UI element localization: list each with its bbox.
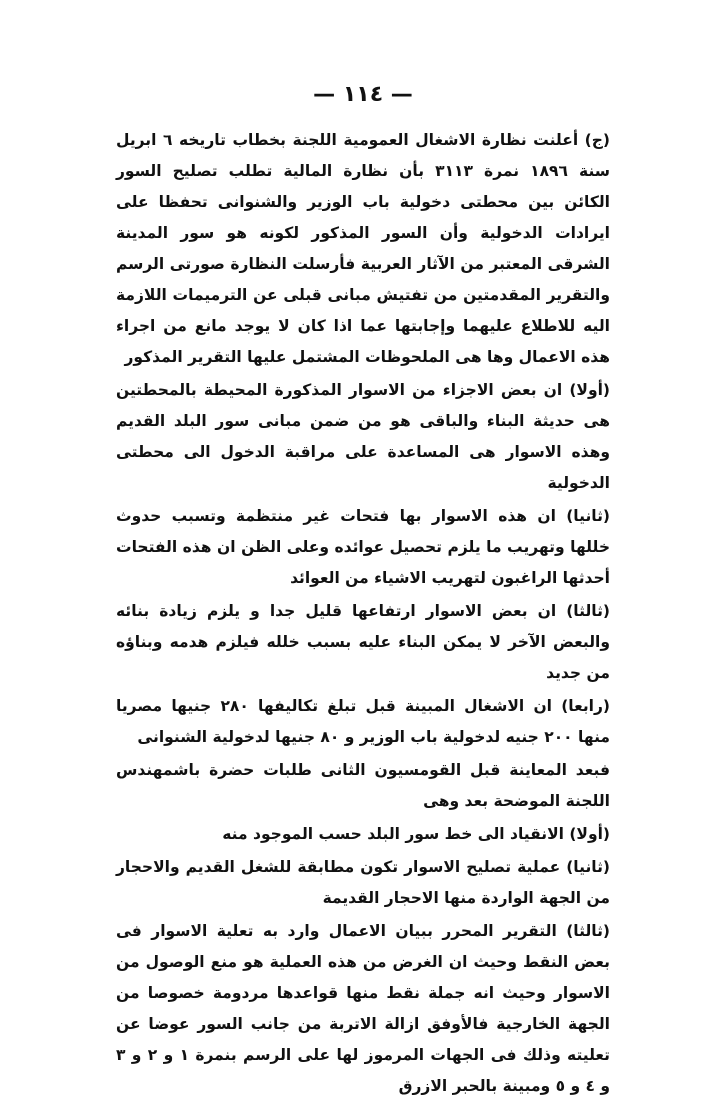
paragraph-first: (أولا) ان بعض الاجزاء من الاسوار المذكورة المحيطة بالمحطتين هى حديثة البناء والباقى هو من ضمن مبانى سور البلد القديم وهذه الاسوار هى المساعدة على مراقبة الدخول الى محطتى الدخولية: [116, 381, 610, 492]
paragraph-third: (ثالثا) ان بعض الاسوار ارتفاعها قليل جدا و يلزم زيادة بنائه والبعض الآخر لا يمكن البناء عليه بسبب خلله فيلزم هدمه وبناؤه من جديد: [116, 602, 610, 682]
paragraph-fourth: (رابعا) ان الاشغال المبينة قبل تبلغ تكاليفها ٢٨٠ جنيها مصريا منها ٢٠٠ جنيه لدخولية باب الوزير و ٨٠ جنيها لدخولية الشنوانى: [116, 697, 610, 746]
paragraph-request-first: (أولا) الانقياد الى خط سور البلد حسب الموجود منه: [222, 825, 610, 843]
paragraph-request-second: (ثانيا) عملية تصليح الاسوار تكون مطابقة للشغل القديم والاحجار من الجهة الواردة منها الاحجار القديمة: [116, 858, 610, 907]
paragraph-second: (ثانيا) ان هذه الاسوار بها فتحات غير منتظمة وتسبب حدوث خللها وتهريب ما يلزم تحصيل عوائده وعلى الظن ان هذه الفتحات أحدثها الراغبون لتهريب الاشياء من العوائد: [116, 507, 610, 587]
page-number: — ١١٤ —: [313, 82, 413, 107]
body-text: [116, 125, 610, 1102]
paragraph-request-third: (ثالثا) التقرير المحرر ببيان الاعمال وارد به تعلية الاسوار فى بعض النقط وحيث ان الغرض من هذه العملية هو منع الوصول من الاسوار وحيث انه جملة نقط منها قواعدها مردومة خصوصا من الجهة الخارجية فالأوفق ازالة الاتربة من جانب السور عوضا عن تعليته وذلك فى الجهات المرموز لها على الرسم بنمرة ١ و ٢ و ٣ و ٤ و ٥ ومبينة بالحبر الازرق: [116, 922, 610, 1095]
paragraph-commission: فبعد المعاينة قبل القومسيون الثانى طلبات حضرة باشمهندس اللجنة الموضحة بعد وهى: [116, 761, 610, 810]
paragraph-intro: (ج) أعلنت نظارة الاشغال العمومية اللجنة بخطاب تاريخه ٦ ابريل سنة ١٨٩٦ نمرة ٣١١٣ بأن نظارة المالية تطلب تصليح السور الكائن بين محطتى دخولية باب الوزير والشنوانى تحفظا على ايرادات الدخولية وأن السور المذكور لكونه هو سور المدينة الشرقى المعتبر من الآثار العربية فأرسلت النظارة صورتى الرسم والتقرير المقدمتين من تفتيش مبانى قبلى عن الترميمات اللازمة اليه للاطلاع عليهما وإجابتها عما اذا كان لا يوجد مانع من اجراء هذه الاعمال وها هى الملحوظات المشتمل عليها التقرير المذكور: [116, 131, 611, 366]
